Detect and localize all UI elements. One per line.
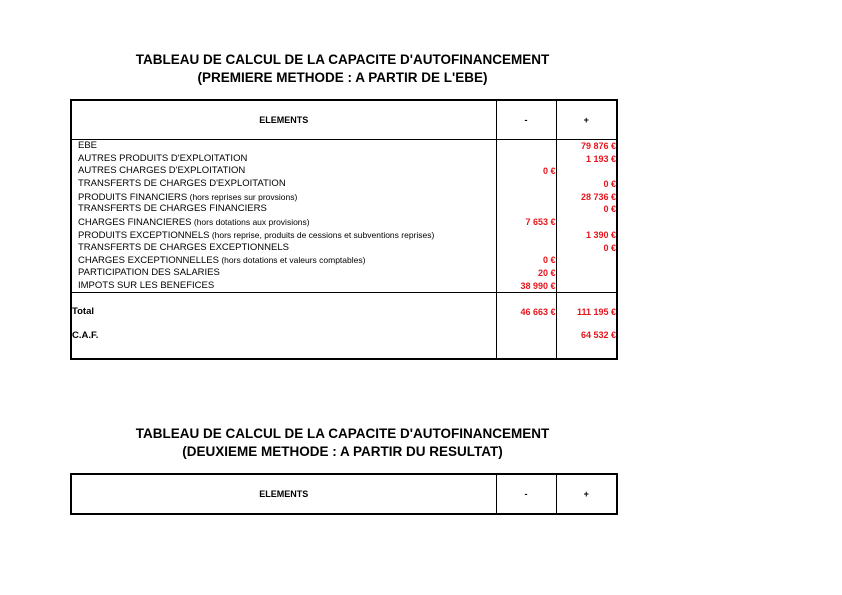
caf-label: C.A.F.: [71, 330, 496, 359]
header-plus: +: [556, 474, 617, 514]
row-minus-value: [497, 153, 556, 166]
row-label-note: (hors reprise, produits de cessions et subventions reprises): [209, 229, 435, 240]
row-label: [72, 254, 496, 267]
row-label: [72, 153, 496, 166]
row-label: [72, 203, 496, 216]
row-label-text: CHARGES EXCEPTIONNELLES: [78, 255, 219, 267]
caf-row: [71, 330, 617, 359]
row-plus-value: 28 736 €: [580, 191, 616, 202]
row-minus-value: 7 653 €: [525, 217, 556, 228]
row-plus-value: [557, 165, 617, 178]
title-method-1-line2: (PREMIERE METHODE : A PARTIR DE L'EBE): [197, 70, 488, 85]
table-header: [71, 100, 617, 140]
row-label-text: PRODUITS EXCEPTIONNELS: [78, 229, 210, 241]
row-plus-value: 1 193 €: [585, 153, 616, 164]
row-label-text: TRANSFERTS DE CHARGES D'EXPLOITATION: [78, 178, 286, 190]
row-label-text: TRANSFERTS DE CHARGES FINANCIERS: [78, 203, 267, 215]
title-method-1: [70, 51, 615, 87]
title-method-2-line1: TABLEAU DE CALCUL DE LA CAPACITE D'AUTOFINANCEMENT: [135, 426, 550, 441]
header-elements: ELEMENTS: [71, 474, 496, 514]
row-label-note: (hors dotations et valeurs comptables): [218, 255, 366, 266]
row-label: [72, 216, 496, 229]
row-minus-value: 0 €: [542, 166, 556, 177]
title-method-1-line1: TABLEAU DE CALCUL DE LA CAPACITE D'AUTOFINANCEMENT: [135, 52, 550, 67]
row-label-text: PARTICIPATION DES SALARIES: [78, 266, 220, 278]
row-label-text: EBE: [78, 140, 98, 151]
row-label: [72, 191, 496, 204]
minus-column: [496, 140, 556, 293]
header-minus: -: [496, 474, 556, 514]
row-plus-value: 0 €: [603, 204, 616, 215]
caf-plus: 64 532 €: [556, 330, 617, 359]
row-label-text: CHARGES FINANCIERES: [78, 217, 192, 229]
row-minus-value: [497, 178, 556, 191]
row-minus-value: 38 990 €: [520, 280, 556, 291]
row-plus-value: 0 €: [603, 179, 616, 190]
caf-table-method-2: [70, 473, 618, 515]
row-plus-value: 0 €: [603, 242, 616, 253]
row-plus-value: 1 390 €: [585, 229, 616, 240]
row-label-text: PRODUITS FINANCIERS: [78, 191, 188, 203]
table-body: [71, 140, 617, 293]
row-minus-value: [497, 229, 556, 242]
row-label-text: IMPOTS SUR LES BENEFICES: [78, 279, 215, 291]
total-row: [71, 293, 617, 331]
title-method-2: [70, 425, 615, 461]
row-label-text: TRANSFERTS DE CHARGES EXCEPTIONNELS: [78, 241, 289, 253]
row-minus-value: [497, 242, 556, 255]
row-plus-value: 79 876 €: [580, 141, 616, 151]
header-minus: -: [496, 100, 556, 140]
header-elements: ELEMENTS: [71, 100, 496, 140]
row-minus-value: [497, 203, 556, 216]
total-label: Total: [71, 293, 496, 331]
row-minus-value: 0 €: [542, 255, 556, 266]
title-method-2-line2: (DEUXIEME METHODE : A PARTIR DU RESULTAT): [182, 444, 503, 459]
row-plus-value: [557, 267, 617, 280]
row-label-note: (hors dotations aux provisions): [191, 217, 310, 228]
row-label: [72, 267, 496, 280]
caf-table-method-1: [70, 99, 618, 360]
row-plus-value: [557, 216, 617, 229]
row-plus-value: [557, 254, 617, 267]
row-label: [72, 242, 496, 255]
row-label: [72, 280, 496, 293]
row-minus-value: [497, 191, 556, 204]
labels-column: [71, 140, 496, 293]
row-label-text: AUTRES PRODUITS D'EXPLOITATION: [78, 152, 248, 164]
caf-minus: [496, 330, 556, 359]
plus-column: [556, 140, 617, 293]
row-label: [72, 165, 496, 178]
row-label-text: AUTRES CHARGES D'EXPLOITATION: [78, 165, 246, 177]
row-minus-value: [497, 140, 556, 153]
header-plus: +: [556, 100, 617, 140]
row-label: [72, 229, 496, 242]
total-minus: 46 663 €: [496, 293, 556, 331]
total-plus: 111 195 €: [556, 293, 617, 331]
row-label: [72, 178, 496, 191]
row-label-note: (hors reprises sur provsions): [187, 191, 298, 202]
row-label: [72, 140, 496, 153]
table-header: [71, 474, 617, 514]
row-minus-value: 20 €: [537, 267, 556, 278]
row-plus-value: [557, 280, 617, 293]
